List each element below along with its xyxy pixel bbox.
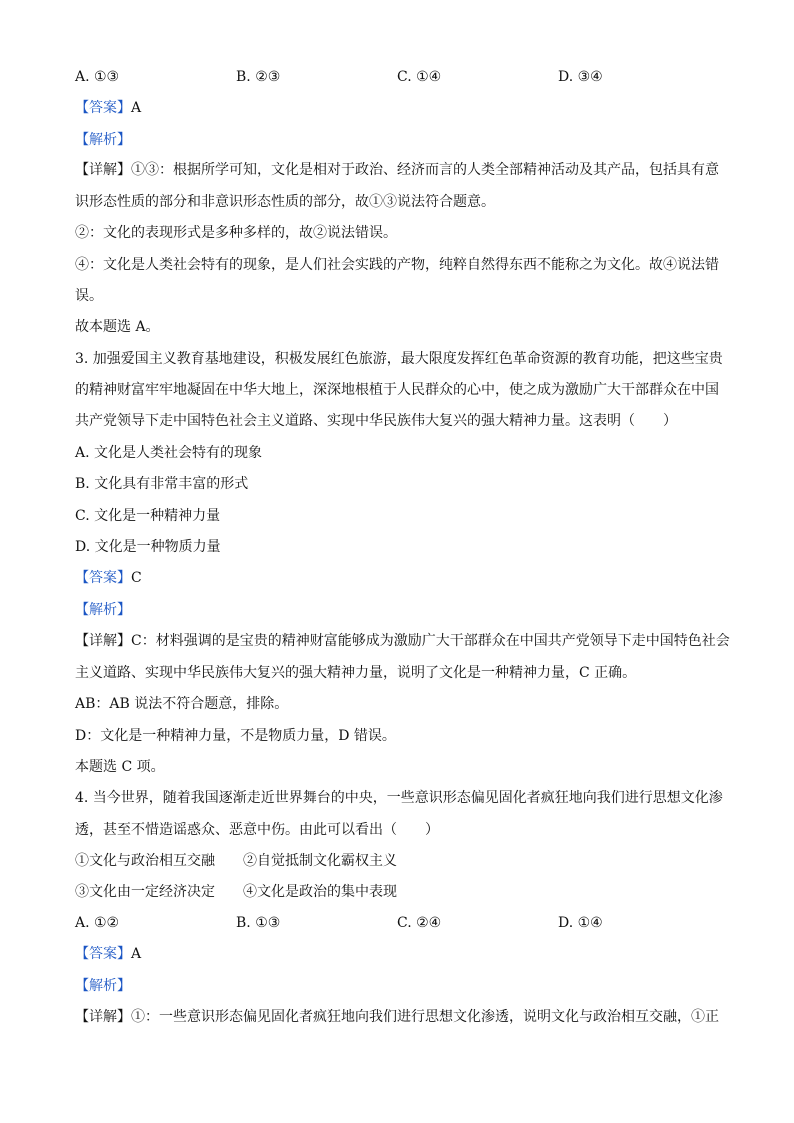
q4-stem-line-1: 4. 当今世界，随着我国逐渐走近世界舞台的中央，一些意识形态偏见固化者疯狂地向我们进行思想文化渗	[75, 790, 723, 806]
q2-detail-line-4: ④：文化是人类社会特有的现象，是人们社会实践的产物，纯粹自然得东西不能称之为文化。故④说法错	[75, 257, 719, 273]
q2-analysis-heading	[75, 131, 131, 149]
q4-statement-1: ①文化与政治相互交融	[75, 853, 215, 869]
q2-detail-line-1: 【详解】①③：根据所学可知，文化是相对于政治、经济而言的人类全部精神活动及其产品，包括具有意	[75, 162, 719, 178]
q2-option-a: A. ①③	[75, 69, 120, 85]
analysis-tag: 【解析】	[75, 602, 131, 618]
q4-answer	[75, 945, 141, 963]
q2-option-c: C. ①④	[397, 69, 442, 85]
q4-option-d: D. ①④	[558, 915, 603, 931]
q4-stem-line-2: 透，甚至不惜造谣惑众、恶意中伤。由此可以看出（ ）	[75, 822, 439, 838]
q2-detail-line-5: 误。	[75, 288, 103, 304]
q4-option-a: A. ①②	[75, 915, 120, 931]
q4-statement-4: ④文化是政治的集中表现	[243, 884, 397, 900]
answer-value: C	[131, 570, 142, 586]
detail-tag: 【详解】	[75, 1009, 131, 1025]
answer-tag: 【答案】	[75, 946, 131, 962]
q3-stem-line-3: 共产党领导下走中国特色社会主义道路、实现中华民族伟大复兴的强大精神力量。这表明（ ）	[75, 413, 677, 429]
q3-detail-line-2: 主义道路、实现中华民族伟大复兴的强大精神力量，说明了文化是一种精神力量，C 正确。	[75, 665, 637, 681]
q3-option-a: A. 文化是人类社会特有的现象	[75, 445, 263, 461]
q4-statement-3: ③文化由一定经济决定	[75, 884, 215, 900]
q4-analysis-heading	[75, 977, 131, 995]
answer-value: A	[131, 100, 142, 116]
analysis-tag: 【解析】	[75, 132, 131, 148]
q3-analysis-heading	[75, 601, 131, 619]
detail-tag: 【详解】	[75, 162, 131, 178]
q3-detail-line-1: 【详解】C：材料强调的是宝贵的精神财富能够成为激励广大干部群众在中国共产党领导下走中国特色社会	[75, 633, 730, 649]
analysis-tag: 【解析】	[75, 978, 131, 994]
answer-value: A	[131, 946, 142, 962]
q3-detail-line-4: D：文化是一种精神力量，不是物质力量，D 错误。	[75, 728, 396, 744]
q2-conclusion: 故本题选 A。	[75, 319, 160, 335]
q2-answer	[75, 99, 141, 117]
q3-answer	[75, 569, 142, 587]
detail-tag: 【详解】	[75, 633, 131, 649]
q2-detail-line-2: 识形态性质的部分和非意识形态性质的部分，故①③说法符合题意。	[75, 194, 495, 210]
answer-tag: 【答案】	[75, 100, 131, 116]
q4-option-b: B. ①③	[236, 915, 281, 931]
q2-option-b: B. ②③	[236, 69, 281, 85]
q3-option-b: B. 文化具有非常丰富的形式	[75, 476, 249, 492]
q3-conclusion: 本题选 C 项。	[75, 759, 165, 775]
q3-option-d: D. 文化是一种物质力量	[75, 539, 221, 555]
q2-detail-line-3: ②：文化的表现形式是多种多样的，故②说法错误。	[75, 225, 397, 241]
q4-option-c: C. ②④	[397, 915, 442, 931]
q4-detail-line-1: 【详解】①：一些意识形态偏见固化者疯狂地向我们进行思想文化渗透，说明文化与政治相互交融，①正	[75, 1009, 719, 1025]
q3-stem-line-1: 3. 加强爱国主义教育基地建设，积极发展红色旅游，最大限度发挥红色革命资源的教育功能，把这些宝贵	[75, 351, 723, 367]
q3-stem-line-2: 的精神财富牢牢地凝固在中华大地上，深深地根植于人民群众的心中，使之成为激励广大干部群众在中国	[75, 382, 719, 398]
q3-detail-line-3: AB：AB 说法不符合题意，排除。	[75, 696, 289, 712]
answer-tag: 【答案】	[75, 570, 131, 586]
q3-option-c: C. 文化是一种精神力量	[75, 508, 221, 524]
q2-option-d: D. ③④	[558, 69, 603, 85]
q4-statement-2: ②自觉抵制文化霸权主义	[243, 853, 397, 869]
